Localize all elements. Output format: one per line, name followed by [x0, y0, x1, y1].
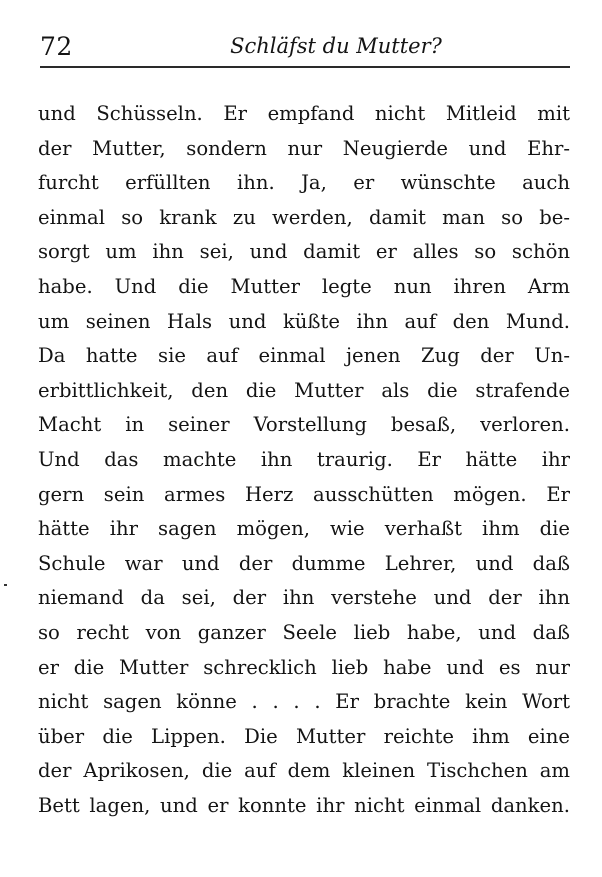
text-line: Bett lagen, und er konnte ihr nicht einmal danken. — [38, 793, 570, 817]
text-line: einmal so krank zu werden, damit man so be- — [38, 205, 570, 229]
text-line: niemand da sei, der ihn verstehe und der ihn — [38, 586, 570, 610]
body-text — [38, 97, 570, 823]
text-line: und Schüsseln. Er empfand nicht Mitleid mit — [38, 102, 570, 125]
text-line: über die Lippen. Die Mutter reichte ihm eine — [38, 724, 570, 748]
text-line: gern sein armes Herz ausschütten mögen. Er — [38, 482, 570, 506]
text-line: der Mutter, sondern nur Neugierde und Ehr- — [38, 136, 570, 160]
text-line: um seinen Hals und küßte ihn auf den Mund. — [38, 309, 570, 333]
text-line: Da hatte sie auf einmal jenen Zug der Un- — [38, 344, 570, 368]
text-line: er die Mutter schrecklich lieb habe und es nur — [38, 655, 570, 679]
text-line: erbittlichkeit, den die Mutter als die strafende — [38, 378, 570, 402]
text-line: nicht sagen könne . . . . Er brachte kein Wort — [38, 690, 570, 714]
page-number: 72 — [40, 32, 73, 61]
text-line: so recht von ganzer Seele lieb habe, und daß — [38, 620, 570, 644]
margin-mark — [4, 584, 7, 586]
page-header — [40, 30, 572, 64]
header-rule — [40, 66, 570, 68]
text-line: hätte ihr sagen mögen, wie verhaßt ihm die — [38, 517, 570, 541]
text-line: Und das machte ihn traurig. Er hätte ihr — [38, 447, 570, 471]
text-line: Macht in seiner Vorstellung besaß, verloren. — [38, 413, 570, 437]
text-line: Schule war und der dumme Lehrer, und daß — [38, 551, 570, 575]
text-line: furcht erfüllten ihn. Ja, er wünschte auch — [38, 171, 570, 195]
text-line: sorgt um ihn sei, und damit er alles so schön — [38, 240, 570, 264]
running-title: Schläfst du Mutter? — [230, 34, 442, 58]
text-line: habe. Und die Mutter legte nun ihren Arm — [38, 274, 570, 298]
text-line: der Aprikosen, die auf dem kleinen Tischchen am — [38, 759, 570, 783]
